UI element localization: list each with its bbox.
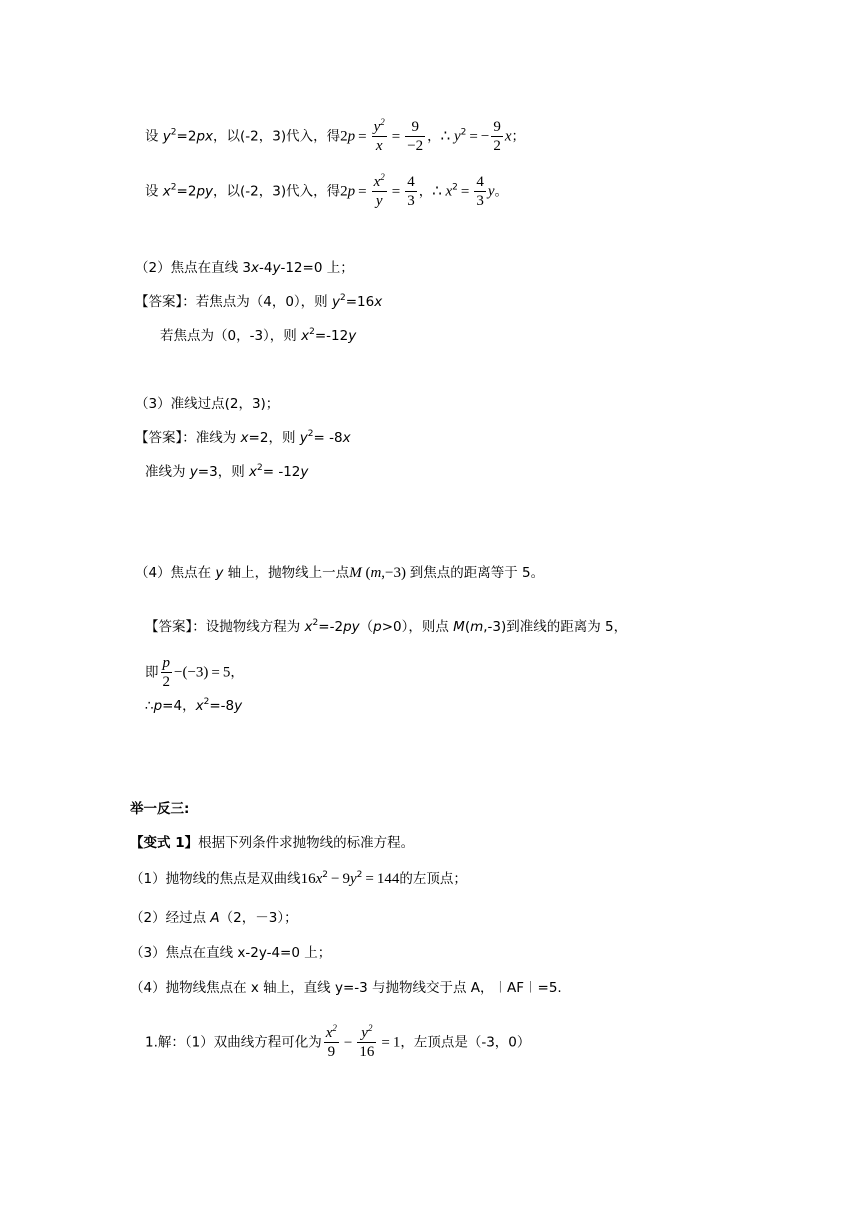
solution-line-x-squared: 设 $x^2=2py$，以(-2，3)代入，得2p = $\frac{x^2}{y}$ = $\frac{4}{3}$ ，∴ $x^2$ = $\frac{4}{3}$ y。 (145, 172, 509, 209)
question-4-answer: 【答案】：设抛物线方程为 $x^2=-2py(p>0)$，则点 M(m,-3)到准线的距离为 5， (145, 618, 628, 635)
question-3-answer: 【答案】：准线为 x=2，则 $y^2= -8x$ (135, 429, 351, 446)
question-4-title: （4）焦点在 y 轴上，抛物线上一点M (m,−3) 到焦点的距离等于 5。 (135, 565, 545, 581)
question-3-title: （3）准线过点(2，3)； (135, 396, 280, 412)
section-heading: 举一反三: (130, 801, 190, 817)
question-2-answer: 【答案】：若焦点为（4，0），则 $y^2=16x$ (135, 293, 383, 310)
question-2-title: （2）焦点在直线 3x-4y-12=0 上； (135, 260, 354, 276)
question-2-answer-alt: 若焦点为（0，-3），则 $x^2=-12y$ (160, 327, 357, 344)
variant-item-1: （1）抛物线的焦点是双曲线$16x^2 - 9y^2 = 144$的左顶点； (130, 870, 467, 887)
question-3-answer-alt: 准线为 y=3，则 $x^2= -12y$ (145, 463, 309, 480)
variant-item-2: （2）经过点 A（2，－3）； (130, 910, 298, 926)
question-4-result: ∴p=4，$x^2=-8y$ (145, 697, 243, 714)
question-4-equation: 即 $\frac{p}{2}$ −(−3) = 5， (145, 655, 244, 690)
variant-1-prompt: 【变式 1】根据下列条件求抛物线的标准方程。 (130, 835, 415, 851)
solution-line-y-squared: 设 $y^2=2px$，以(-2，3)代入，得2p = $\frac{y^2}{x}$ = $\frac{9}{-2}$ ，∴ $y^2$ = − $\frac{9}{2}$ x； (145, 117, 525, 154)
variant-item-3: （3）焦点在直线 x-2y-4=0 上； (130, 945, 332, 961)
variant-item-4: （4）抛物线焦点在 x 轴上，直线 y=-3 与抛物线交于点 A，︱AF︱=5. (130, 980, 562, 996)
variant-solution-1: 1.解：（1）双曲线方程可化为 $\frac{x^2}{9}$ − $\frac{y^2}{16}$ = 1，左顶点是（-3，0） (145, 1023, 531, 1060)
